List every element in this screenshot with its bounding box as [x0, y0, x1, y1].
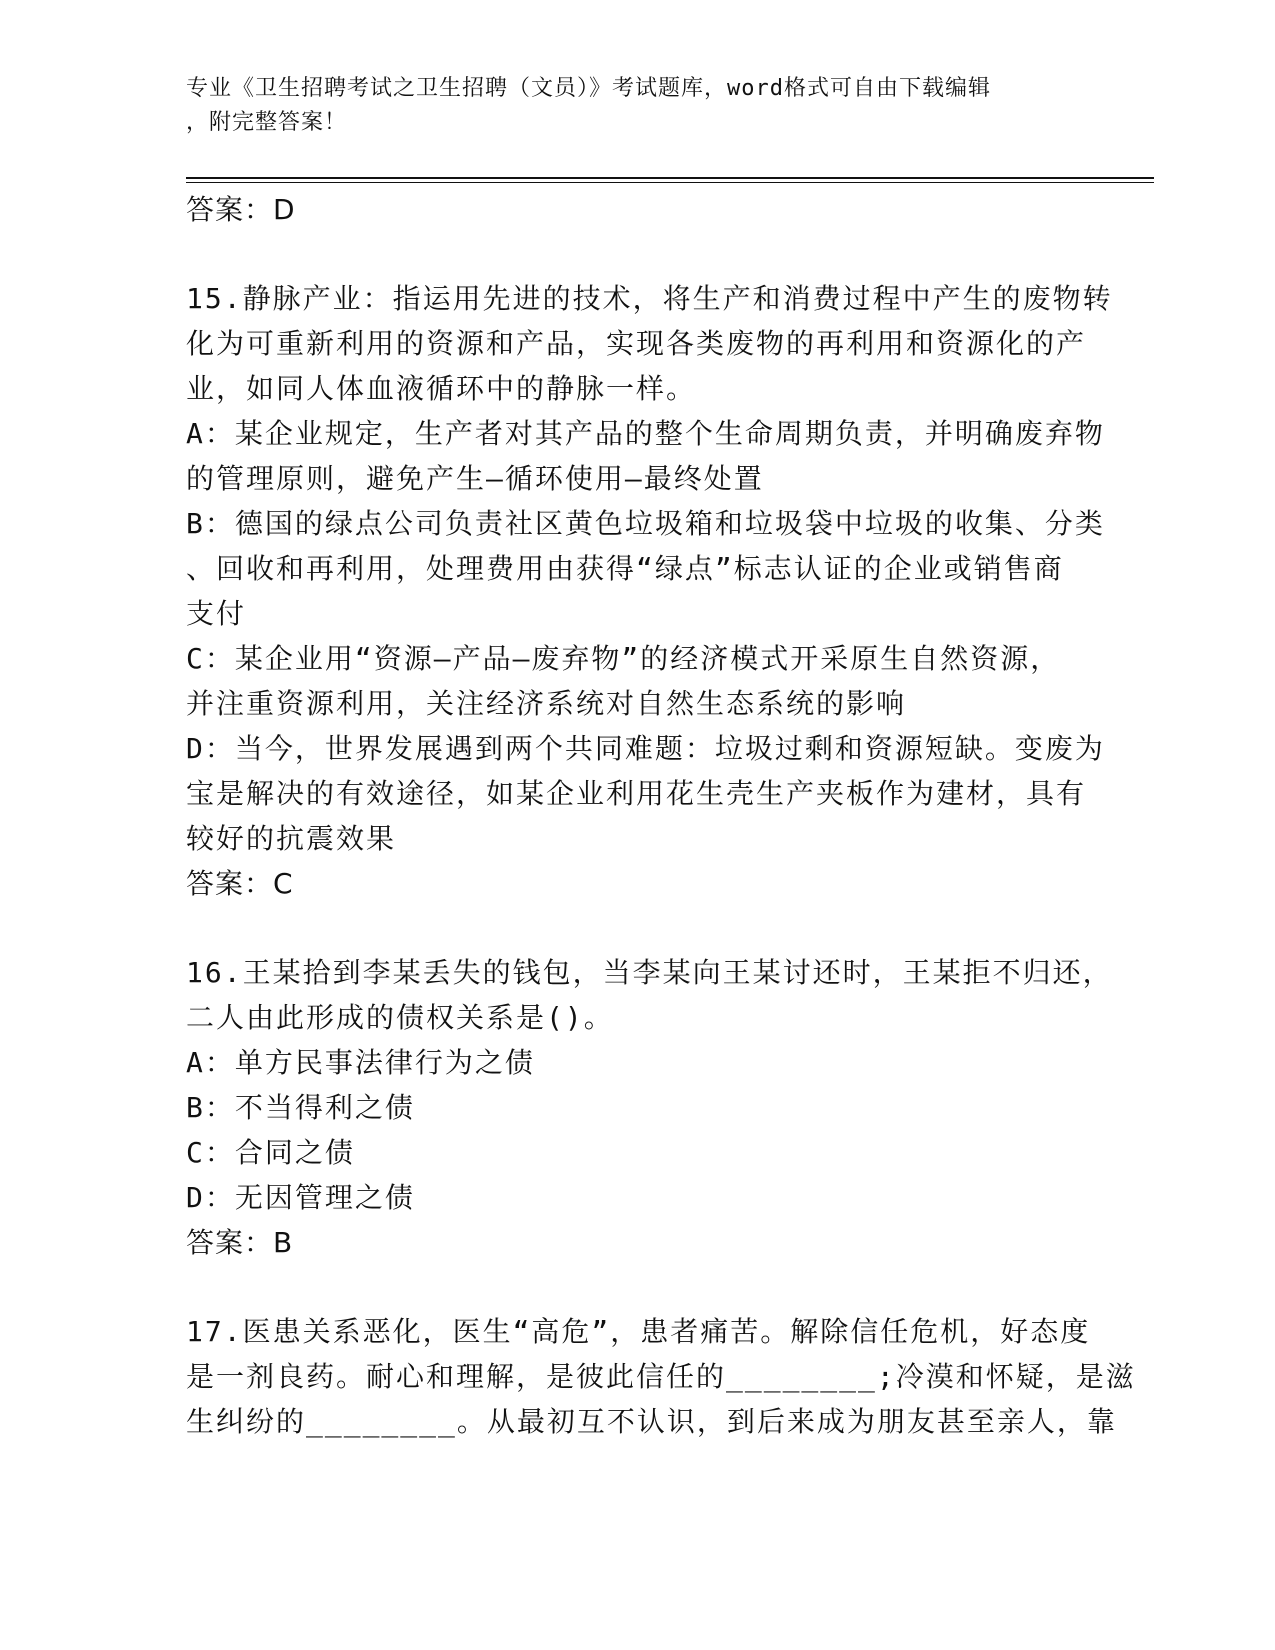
question-16 [186, 950, 1113, 1265]
option-b-line: 、回收和再利用，处理费用由获得“绿点”标志认证的企业或销售商 [186, 552, 1064, 585]
option-a: A：单方民事法律行为之债 [186, 1046, 535, 1079]
document-body [186, 187, 1136, 1444]
option-a-line: 的管理原则，避免产生—循环使用—最终处置 [186, 462, 764, 495]
option-d-line: D：当今，世界发展遇到两个共同难题：垃圾过剩和资源短缺。变废为 [186, 732, 1105, 765]
page-header [186, 72, 1066, 140]
answer-15: 答案：C [186, 867, 294, 900]
option-c-line: 并注重资源利用，关注经济系统对自然生态系统的影响 [186, 687, 907, 720]
header-line-1: 专业《卫生招聘考试之卫生招聘（文员）》考试题库，word格式可自由下载编辑 [186, 76, 991, 101]
question-17 [186, 1309, 1136, 1444]
option-c: C：合同之债 [186, 1136, 355, 1169]
answer-prev: 答案：D [186, 193, 296, 226]
option-b-line: B：德国的绿点公司负责社区黄色垃圾箱和垃圾袋中垃圾的收集、分类 [186, 507, 1105, 540]
question-text-line: 生纠纷的________。从最初互不认识，到后来成为朋友甚至亲人，靠 [186, 1405, 1117, 1438]
answer-16: 答案：B [186, 1226, 294, 1259]
question-text-line: 16.王某拾到李某丢失的钱包，当李某向王某讨还时，王某拒不归还， [186, 956, 1113, 989]
spacer [186, 1265, 1086, 1309]
question-text-line: 17.医患关系恶化，医生“高危”，患者痛苦。解除信任危机，好态度 [186, 1315, 1091, 1348]
option-b-line: 支付 [186, 597, 247, 630]
question-text-line: 15.静脉产业：指运用先进的技术，将生产和消费过程中产生的废物转 [186, 282, 1113, 315]
option-b: B：不当得利之债 [186, 1091, 415, 1124]
question-text-line: 二人由此形成的债权关系是()。 [186, 1001, 614, 1034]
question-text-line: 业，如同人体血液循环中的静脉一样。 [186, 372, 697, 405]
option-d-line: 较好的抗震效果 [186, 822, 397, 855]
question-15 [186, 276, 1113, 906]
option-d-line: 宝是解决的有效途径，如某企业利用花生壳生产夹板作为建材，具有 [186, 777, 1087, 810]
header-divider-thin [186, 182, 1154, 183]
spacer [186, 232, 1086, 276]
option-d: D：无因管理之债 [186, 1181, 415, 1214]
header-line-2: ，附完整答案！ [186, 110, 348, 135]
question-text-line: 是一剂良药。耐心和理解，是彼此信任的________;冷漠和怀疑，是滋 [186, 1360, 1136, 1393]
header-divider-thick [186, 177, 1154, 179]
question-text-line: 化为可重新利用的资源和产品，实现各类废物的再利用和资源化的产 [186, 327, 1087, 360]
spacer [186, 906, 1086, 950]
option-c-line: C：某企业用“资源—产品—废弃物”的经济模式开采原生自然资源， [186, 642, 1061, 675]
option-a-line: A：某企业规定，生产者对其产品的整个生命周期负责，并明确废弃物 [186, 417, 1105, 450]
